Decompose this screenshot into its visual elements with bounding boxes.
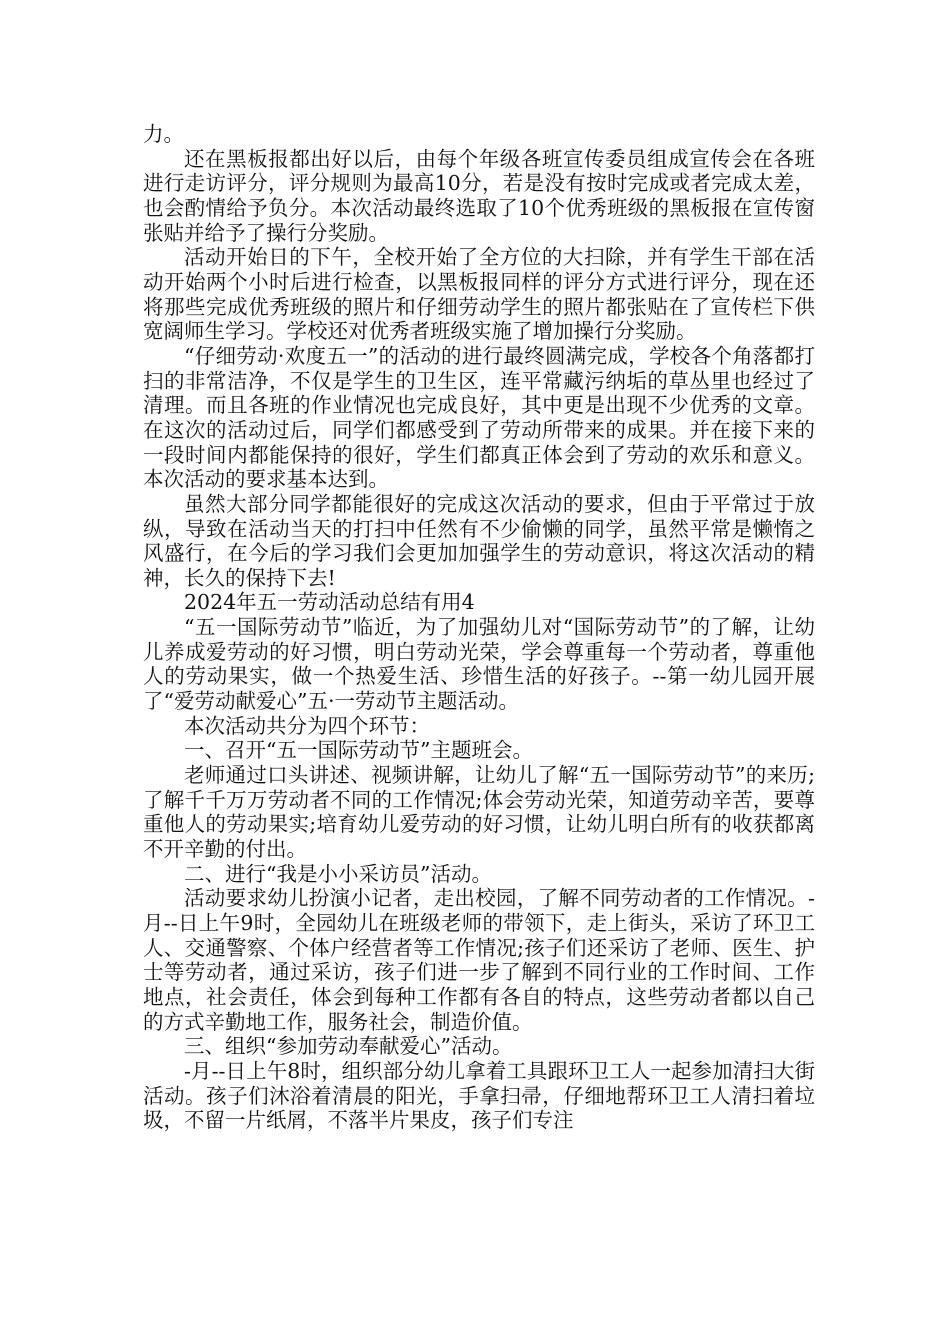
paragraph-10: -月--日上午8时，组织部分幼儿拿着工具跟环卫工人一起参加清扫大街活动。孩子们沐浴着清晨的阳光，手拿扫帚，仔细地帮环卫工人清扫着垃圾，不留一片纸屑，不落半片果皮，孩子们专注 — [143, 1058, 815, 1133]
section-heading-4: 2024年五一劳动活动总结有用4 — [184, 590, 475, 615]
subheading-3: 三、组织“参加劳动奉献爱心”活动。 — [184, 1034, 513, 1059]
document-body — [143, 122, 815, 1133]
paragraph-6: “五一国际劳动节”临近，为了加强幼儿对“国际劳动节”的了解，让幼儿养成爱劳动的好习惯，明白劳动光荣，学会尊重每一个劳动者，尊重他人的劳动果实，做一个热爱生活、珍惜生活的好孩子。--第一幼儿园开展了“爱劳动献爱心”五·一劳动节主题活动。 — [143, 615, 815, 714]
paragraph-2: 还在黑板报都出好以后，由每个年级各班宣传委员组成宣传会在各班进行走访评分，评分规则为最高10分，若是没有按时完成或者完成太差，也会酌情给予负分。本次活动最终选取了10个优秀班级的黑板报在宣传窗张贴并给予了操行分奖励。 — [143, 146, 815, 245]
subheading-1: 一、召开“五一国际劳动节”主题班会。 — [184, 738, 533, 763]
paragraph-5: 虽然大部分同学都能很好的完成这次活动的要求，但由于平常过于放纵，导致在活动当天的打扫中任然有不少偷懒的同学，虽然平常是懒惰之风盛行，在今后的学习我们会更加加强学生的劳动意识，将这次活动的精神，长久的保持下去! — [143, 491, 815, 590]
paragraph-3: 活动开始日的下午，全校开始了全方位的大扫除，并有学生干部在活动开始两个小时后进行检查，以黑板报同样的评分方式进行评分，现在还将那些完成优秀班级的照片和仔细劳动学生的照片都张贴在了宣传栏下供宽阔师生学习。学校还对优秀者班级实施了增加操行分奖励。 — [143, 245, 815, 344]
paragraph-8: 老师通过口头讲述、视频讲解，让幼儿了解“五一国际劳动节”的来历;了解千千万万劳动者不同的工作情况;体会劳动光荣，知道劳动辛苦，要尊重他人的劳动果实;培育幼儿爱劳动的好习惯，让幼儿明白所有的收获都离不开辛勤的付出。 — [143, 763, 815, 862]
paragraph-4: “仔细劳动·欢度五一”的活动的进行最终圆满完成，学校各个角落都打扫的非常洁净，不仅是学生的卫生区，连平常藏污纳垢的草丛里也经过了清理。而且各班的作业情况也完成良好，其中更是出现不少优秀的文章。在这次的活动过后，同学们都感受到了劳动所带来的成果。并在接下来的一段时间内都能保持的很好，学生们都真正体会到了劳动的欢乐和意义。本次活动的要求基本达到。 — [143, 343, 815, 492]
paragraph-9: 活动要求幼儿扮演小记者，走出校园，了解不同劳动者的工作情况。-月--日上午9时，全园幼儿在班级老师的带领下，走上街头，采访了环卫工人、交通警察、个体户经营者等工作情况;孩子们还采访了老师、医生、护士等劳动者，通过采访，孩子们进一步了解到不同行业的工作时间、工作地点，社会责任，体会到每种工作都有各自的特点，这些劳动者都以自己的方式辛勤地工作，服务社会，制造价值。 — [143, 886, 815, 1034]
paragraph-1: 力。 — [143, 122, 184, 146]
subheading-2: 二、进行“我是小小采访员”活动。 — [184, 861, 492, 886]
paragraph-7: 本次活动共分为四个环节： — [184, 713, 430, 738]
